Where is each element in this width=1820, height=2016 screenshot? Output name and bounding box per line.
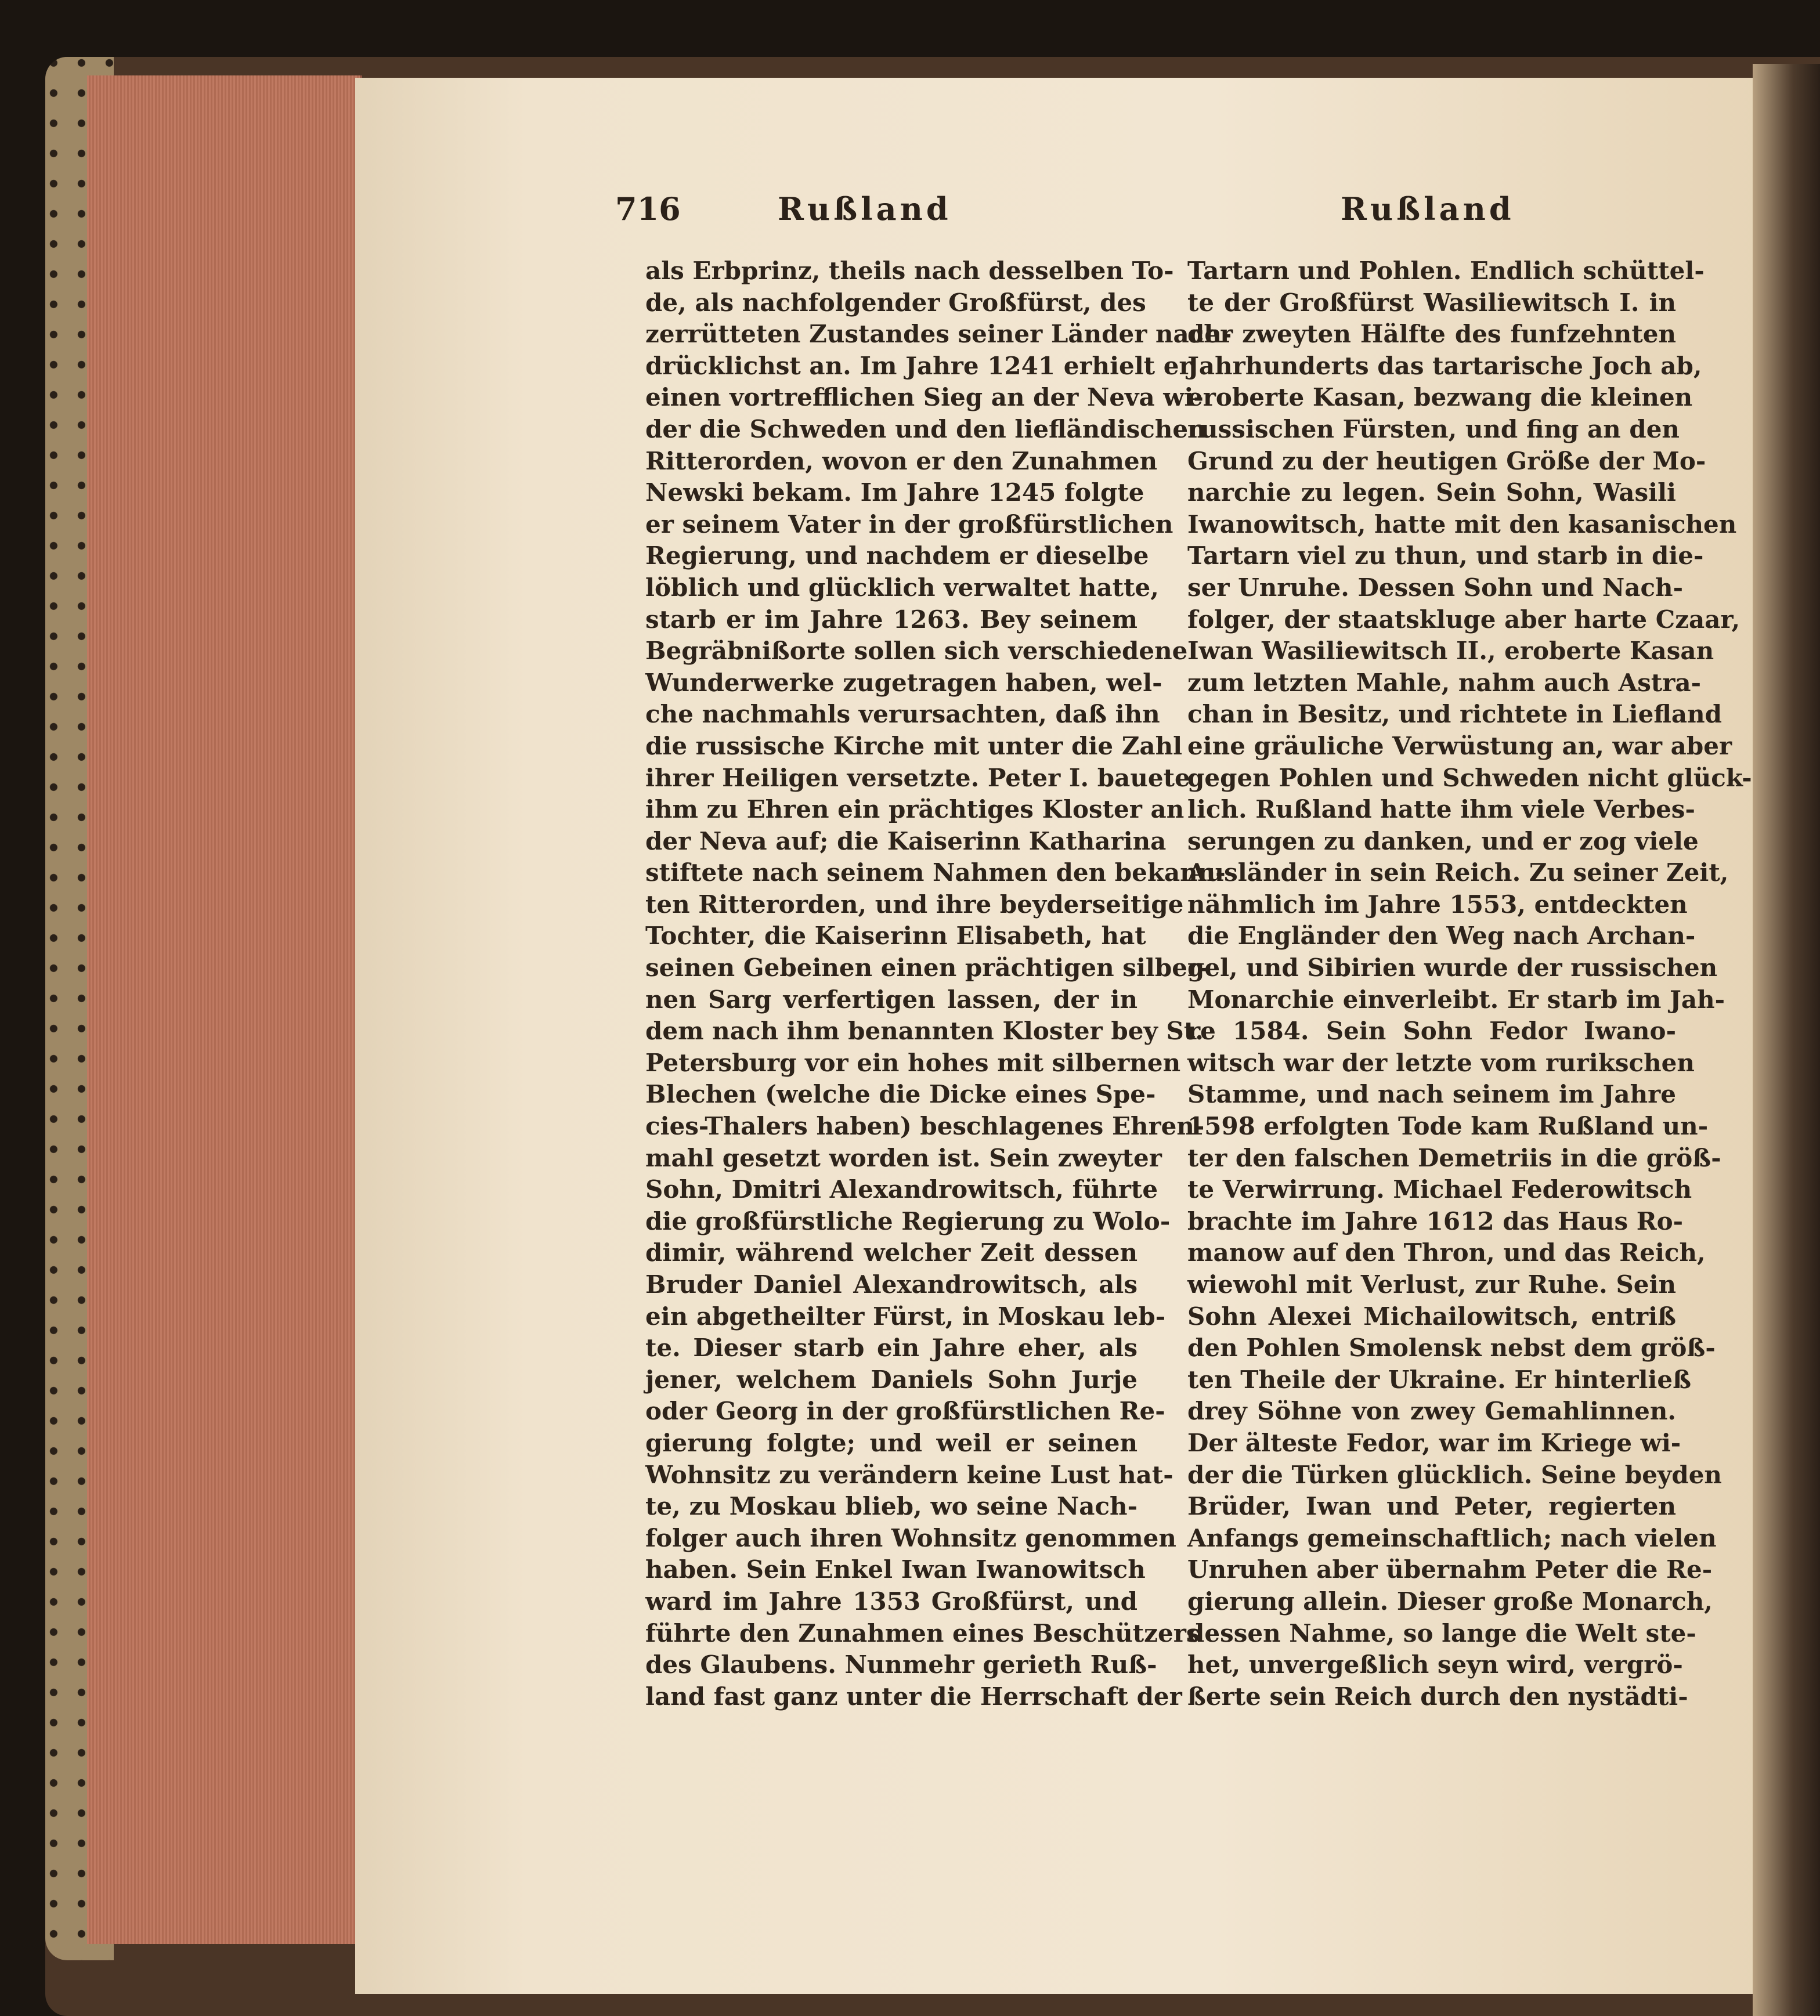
text-column-right (1187, 255, 1752, 1712)
text-line: dessen Nahme, so lange die Welt ste- (1187, 1618, 1696, 1648)
text-line: re 1584. Sein Sohn Fedor Iwano- (1187, 1017, 1676, 1046)
text-line: ten Ritterorden, und ihre beyderseitige (645, 890, 1184, 919)
text-line: der Neva auf; die Kaiserinn Katharina (645, 826, 1167, 855)
text-line: Jahrhunderts das tartarische Joch ab, (1187, 351, 1702, 380)
text-line: de, als nachfolgender Großfürst, des (645, 288, 1146, 317)
text-line: er seinem Vater in der großfürstlichen (645, 510, 1173, 539)
page-fore-edge (87, 75, 362, 1944)
text-line: serungen zu danken, und er zog viele (1187, 826, 1699, 855)
text-line: gierung folgte; und weil er seinen (645, 1428, 1138, 1457)
text-line: eroberte Kasan, bezwang die kleinen (1187, 383, 1693, 412)
text-line: Stamme, und nach seinem im Jahre (1187, 1080, 1676, 1109)
text-line: jener, welchem Daniels Sohn Jurje (645, 1365, 1138, 1394)
text-line: folger, der staatskluge aber harte Czaar, (1187, 605, 1740, 634)
text-line: haben. Sein Enkel Iwan Iwanowitsch (645, 1555, 1146, 1584)
text-line: die russische Kirche mit unter die Zahl (645, 731, 1183, 760)
text-line: Wohnsitz zu verändern keine Lust hat- (645, 1460, 1173, 1489)
text-line: narchie zu legen. Sein Sohn, Wasili (1187, 478, 1676, 507)
text-line: russischen Fürsten, und fing an den (1187, 414, 1680, 443)
text-line: die Engländer den Weg nach Archan- (1187, 922, 1696, 951)
text-line: te. Dieser starb ein Jahre eher, als (645, 1334, 1138, 1363)
text-line: Ritterorden, wovon er den Zunahmen (645, 446, 1158, 475)
text-line: lich. Rußland hatte ihm viele Verbes- (1187, 795, 1695, 824)
text-line: chan in Besitz, und richtete in Liefland (1187, 700, 1723, 729)
text-line: Sohn Alexei Michailowitsch, entriß (1187, 1302, 1676, 1331)
text-line: nen Sarg verfertigen lassen, der in (645, 985, 1138, 1014)
text-line: land fast ganz unter die Herrschaft der (645, 1682, 1182, 1711)
text-line: 1598 erfolgten Tode kam Rußland un- (1187, 1112, 1709, 1141)
text-column-left (645, 255, 1232, 1712)
text-line: Begräbnißorte sollen sich verschiedene (645, 637, 1188, 666)
text-line: het, unvergeßlich seyn wird, vergrö- (1187, 1650, 1683, 1679)
text-line: der zweyten Hälfte des funfzehnten (1187, 320, 1676, 349)
text-line: als Erbprinz, theils nach desselben To- (645, 256, 1174, 285)
text-line: zerrütteten Zustandes seiner Länder nach- (645, 320, 1232, 349)
text-line: gel, und Sibirien wurde der russischen (1187, 953, 1718, 982)
text-line: Regierung, und nachdem er dieselbe (645, 541, 1149, 570)
text-line: Newski bekam. Im Jahre 1245 folgte (645, 478, 1144, 507)
text-line: dimir, während welcher Zeit dessen (645, 1238, 1138, 1267)
text-line: Bruder Daniel Alexandrowitsch, als (645, 1270, 1138, 1299)
text-line: Wunderwerke zugetragen haben, wel- (645, 668, 1162, 697)
text-line: zum letzten Mahle, nahm auch Astra- (1187, 668, 1702, 697)
text-line: Blechen (welche die Dicke eines Spe- (645, 1080, 1156, 1109)
running-head-left: Rußland (778, 190, 952, 227)
text-line: Grund zu der heutigen Größe der Mo- (1187, 446, 1706, 475)
text-line: ihm zu Ehren ein prächtiges Kloster an (645, 795, 1185, 824)
text-line: Monarchie einverleibt. Er starb im Jah- (1187, 985, 1725, 1014)
text-line: Ausländer in sein Reich. Zu seiner Zeit, (1187, 858, 1729, 887)
text-line: oder Georg in der großfürstlichen Re- (645, 1397, 1165, 1426)
running-head-right: Rußland (1341, 190, 1515, 227)
text-line: gierung allein. Dieser große Monarch, (1187, 1587, 1713, 1616)
text-line: ten Theile der Ukraine. Er hinterließ (1187, 1365, 1691, 1394)
text-line: eine gräuliche Verwüstung an, war aber (1187, 731, 1732, 760)
text-line: nähmlich im Jahre 1553, entdeckten (1187, 890, 1688, 919)
text-line: wiewohl mit Verlust, zur Ruhe. Sein (1187, 1270, 1676, 1299)
text-line: den Pohlen Smolensk nebst dem größ- (1187, 1334, 1716, 1363)
text-line: mahl gesetzt worden ist. Sein zweyter (645, 1143, 1162, 1172)
text-line: te Verwirrung. Michael Federowitsch (1187, 1175, 1692, 1204)
text-line: Tochter, die Kaiserinn Elisabeth, hat (645, 922, 1146, 951)
text-line: ward im Jahre 1353 Großfürst, und (645, 1587, 1138, 1616)
text-line: che nachmahls verursachten, daß ihn (645, 700, 1160, 729)
text-line: der die Türken glücklich. Seine beyden (1187, 1460, 1722, 1489)
text-line: seinen Gebeinen einen prächtigen silber- (645, 953, 1211, 982)
text-line: stiftete nach seinem Nahmen den bekann- (645, 858, 1226, 887)
text-line: ter den falschen Demetriis in die größ- (1187, 1143, 1721, 1172)
text-line: Unruhen aber übernahm Peter die Re- (1187, 1555, 1713, 1584)
text-line: ser Unruhe. Dessen Sohn und Nach- (1187, 573, 1684, 602)
text-line: führte den Zunahmen eines Beschützers (645, 1618, 1200, 1648)
text-line: drey Söhne von zwey Gemahlinnen. (1187, 1397, 1676, 1426)
text-line: ßerte sein Reich durch den nystädti- (1187, 1682, 1688, 1711)
text-line: Anfangs gemeinschaftlich; nach vielen (1187, 1523, 1717, 1552)
text-line: ihrer Heiligen versetzte. Peter I. bauete (645, 763, 1190, 792)
text-line: drücklichst an. Im Jahre 1241 erhielt er (645, 351, 1192, 380)
text-line: starb er im Jahre 1263. Bey seinem (645, 605, 1138, 634)
text-line: te, zu Moskau blieb, wo seine Nach- (645, 1492, 1138, 1521)
text-line: Iwan Wasiliewitsch II., eroberte Kasan (1187, 637, 1714, 666)
text-line: dem nach ihm benannten Kloster bey St. (645, 1017, 1204, 1046)
text-line: te der Großfürst Wasiliewitsch I. in (1187, 288, 1676, 317)
text-line: einen vortrefflichen Sieg an der Neva wi- (645, 383, 1204, 412)
text-line: witsch war der letzte vom rurikschen (1187, 1048, 1695, 1077)
text-line: die großfürstliche Regierung zu Wolo- (645, 1206, 1171, 1235)
text-line: Petersburg vor ein hohes mit silbernen (645, 1048, 1181, 1077)
text-line: Iwanowitsch, hatte mit den kasanischen (1187, 510, 1737, 539)
text-line: Sohn, Dmitri Alexandrowitsch, führte (645, 1175, 1158, 1204)
text-line: gegen Pohlen und Schweden nicht glück- (1187, 763, 1752, 792)
text-line: Brüder, Iwan und Peter, regierten (1187, 1492, 1676, 1521)
text-line: des Glaubens. Nunmehr gerieth Ruß- (645, 1650, 1157, 1679)
text-line: cies-Thalers haben) beschlagenes Ehren- (645, 1112, 1205, 1141)
text-line: Tartarn viel zu thun, und starb in die- (1187, 541, 1704, 570)
page-number: 716 (615, 190, 681, 227)
text-line: ein abgetheilter Fürst, in Moskau leb- (645, 1302, 1166, 1331)
text-line: manow auf den Thron, und das Reich, (1187, 1238, 1706, 1267)
text-line: Der älteste Fedor, war im Kriege wi- (1187, 1428, 1681, 1457)
text-line: der die Schweden und den liefländischen (645, 414, 1206, 443)
text-line: löblich und glücklich verwaltet hatte, (645, 573, 1159, 602)
book-gutter (1753, 64, 1820, 2016)
text-line: Tartarn und Pohlen. Endlich schüttel- (1187, 256, 1705, 285)
text-line: brachte im Jahre 1612 das Haus Ro- (1187, 1206, 1684, 1235)
text-line: folger auch ihren Wohnsitz genommen (645, 1523, 1176, 1552)
